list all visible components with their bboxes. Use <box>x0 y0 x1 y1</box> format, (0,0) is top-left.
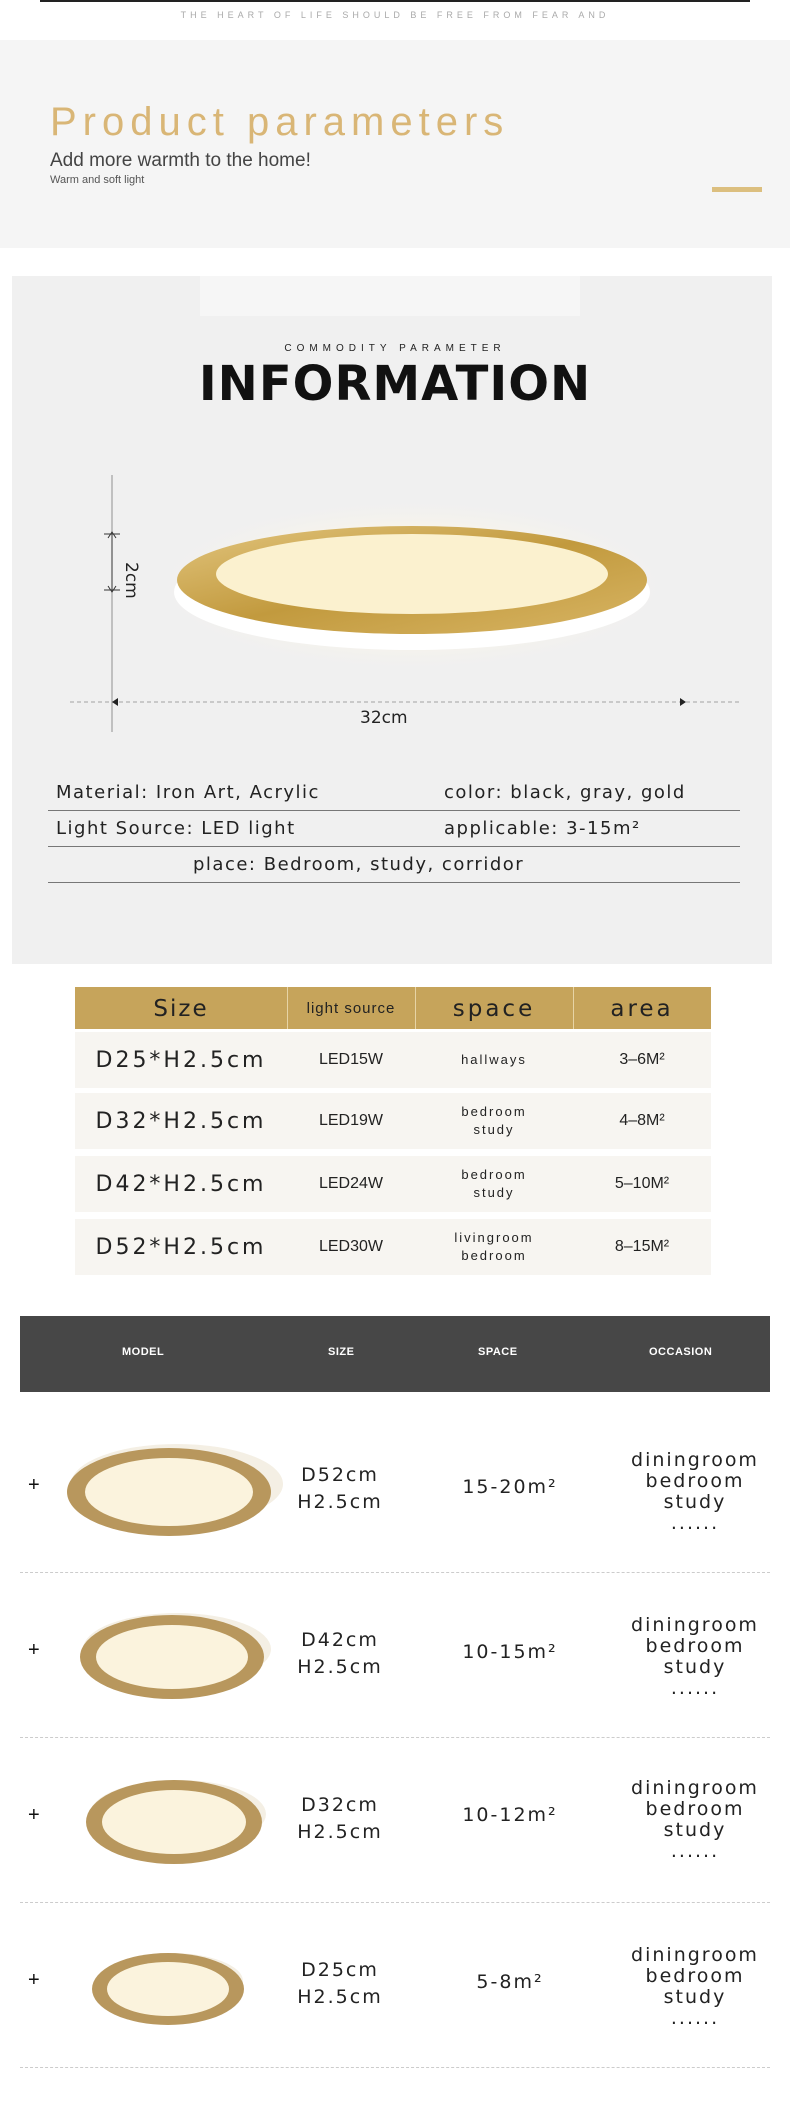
cell-light: LED19W <box>318 1112 384 1129</box>
cell-space: livingroom bedroom <box>454 1230 534 1263</box>
header-space: space <box>415 987 574 1029</box>
page-small-text: Warm and soft light <box>50 174 145 186</box>
cell-area: 5–10M² <box>614 1175 670 1192</box>
cell-size: D42*H2.5cm <box>95 1171 267 1197</box>
info-title: INFORMATION <box>198 356 592 412</box>
cell-size: D52*H2.5cm <box>95 1234 267 1260</box>
cell-space: hallways <box>461 1052 527 1067</box>
header-light-source: light source <box>287 987 416 1029</box>
header-size: Size <box>75 987 288 1029</box>
spec-color: color: black, gray, gold <box>444 782 686 803</box>
table-row <box>75 1156 711 1212</box>
header-area: area <box>610 996 674 1022</box>
table-row <box>75 1093 711 1149</box>
cell-area: 8–15M² <box>614 1238 670 1255</box>
cell-light: LED24W <box>318 1175 384 1192</box>
spec-applicable: applicable: 3-15m² <box>444 818 641 839</box>
cell-size: D32*H2.5cm <box>95 1108 267 1134</box>
info-subtitle: COMMODITY PARAMETER <box>284 343 506 354</box>
spec-row-place <box>48 846 740 883</box>
lamp-dimension-diagram <box>60 470 750 740</box>
accent-bar <box>712 187 762 192</box>
spec-row-light <box>48 810 740 847</box>
header-occasion: OCCASION <box>649 1346 713 1358</box>
model-row <box>20 1408 770 1573</box>
header-model: MODEL <box>122 1346 165 1358</box>
model-occasion: diningroom bedroom study ...... <box>631 1449 759 1534</box>
plus-icon: + <box>28 1639 40 1661</box>
lamp-center-shade <box>216 534 608 614</box>
model-occasion: diningroom bedroom study ...... <box>631 1944 759 2029</box>
table-row <box>75 1032 711 1088</box>
height-dimension-label: 2cm <box>121 562 141 599</box>
lamp-image-d42 <box>72 1605 282 1705</box>
width-dimension-label: 32cm <box>360 708 408 728</box>
spec-place: place: Bedroom, study, corridor <box>193 854 525 875</box>
top-divider <box>40 0 750 2</box>
info-panel-highlight <box>200 276 580 316</box>
lamp-image-d25 <box>86 1945 256 2035</box>
tagline: THE HEART OF LIFE SHOULD BE FREE FROM FEAR AND <box>180 10 610 20</box>
spec-light-source: Light Source: LED light <box>56 818 296 839</box>
lamp-image-d52 <box>62 1438 292 1538</box>
model-space: 15-20m² <box>462 1476 558 1498</box>
cell-area: 3–6M² <box>619 1051 665 1068</box>
model-occasion: diningroom bedroom study ...... <box>631 1777 759 1862</box>
cell-size: D25*H2.5cm <box>95 1047 267 1073</box>
plus-icon: + <box>28 1804 40 1826</box>
cell-area: 4–8M² <box>619 1112 665 1129</box>
page-subtitle: Add more warmth to the home! <box>50 150 311 171</box>
model-size: D25cm H2.5cm <box>297 1959 383 2008</box>
model-size: D42cm H2.5cm <box>297 1629 383 1678</box>
model-table-header <box>20 1316 770 1392</box>
model-row <box>20 1903 770 2068</box>
cell-space: bedroom study <box>461 1167 527 1200</box>
model-occasion: diningroom bedroom study ...... <box>631 1614 759 1699</box>
lamp-image-d32 <box>78 1772 278 1872</box>
plus-icon: + <box>28 1969 40 1991</box>
model-row <box>20 1573 770 1738</box>
cell-light: LED30W <box>318 1238 384 1255</box>
model-space: 10-12m² <box>462 1804 558 1826</box>
cell-light: LED15W <box>318 1051 384 1068</box>
header-model-size: SIZE <box>328 1346 355 1358</box>
spec-row-material <box>48 774 740 811</box>
model-size: D52cm H2.5cm <box>297 1464 383 1513</box>
page-title: Product parameters <box>50 100 510 144</box>
spec-material: Material: Iron Art, Acrylic <box>56 782 320 803</box>
model-size: D32cm H2.5cm <box>297 1794 383 1843</box>
plus-icon: + <box>28 1474 40 1496</box>
size-table-header <box>75 987 711 1029</box>
header-model-space: SPACE <box>478 1346 518 1358</box>
cell-space: bedroom study <box>461 1104 527 1137</box>
model-space: 10-15m² <box>462 1641 558 1663</box>
model-row <box>20 1738 770 1903</box>
model-space: 5-8m² <box>476 1971 544 1993</box>
table-row <box>75 1219 711 1275</box>
